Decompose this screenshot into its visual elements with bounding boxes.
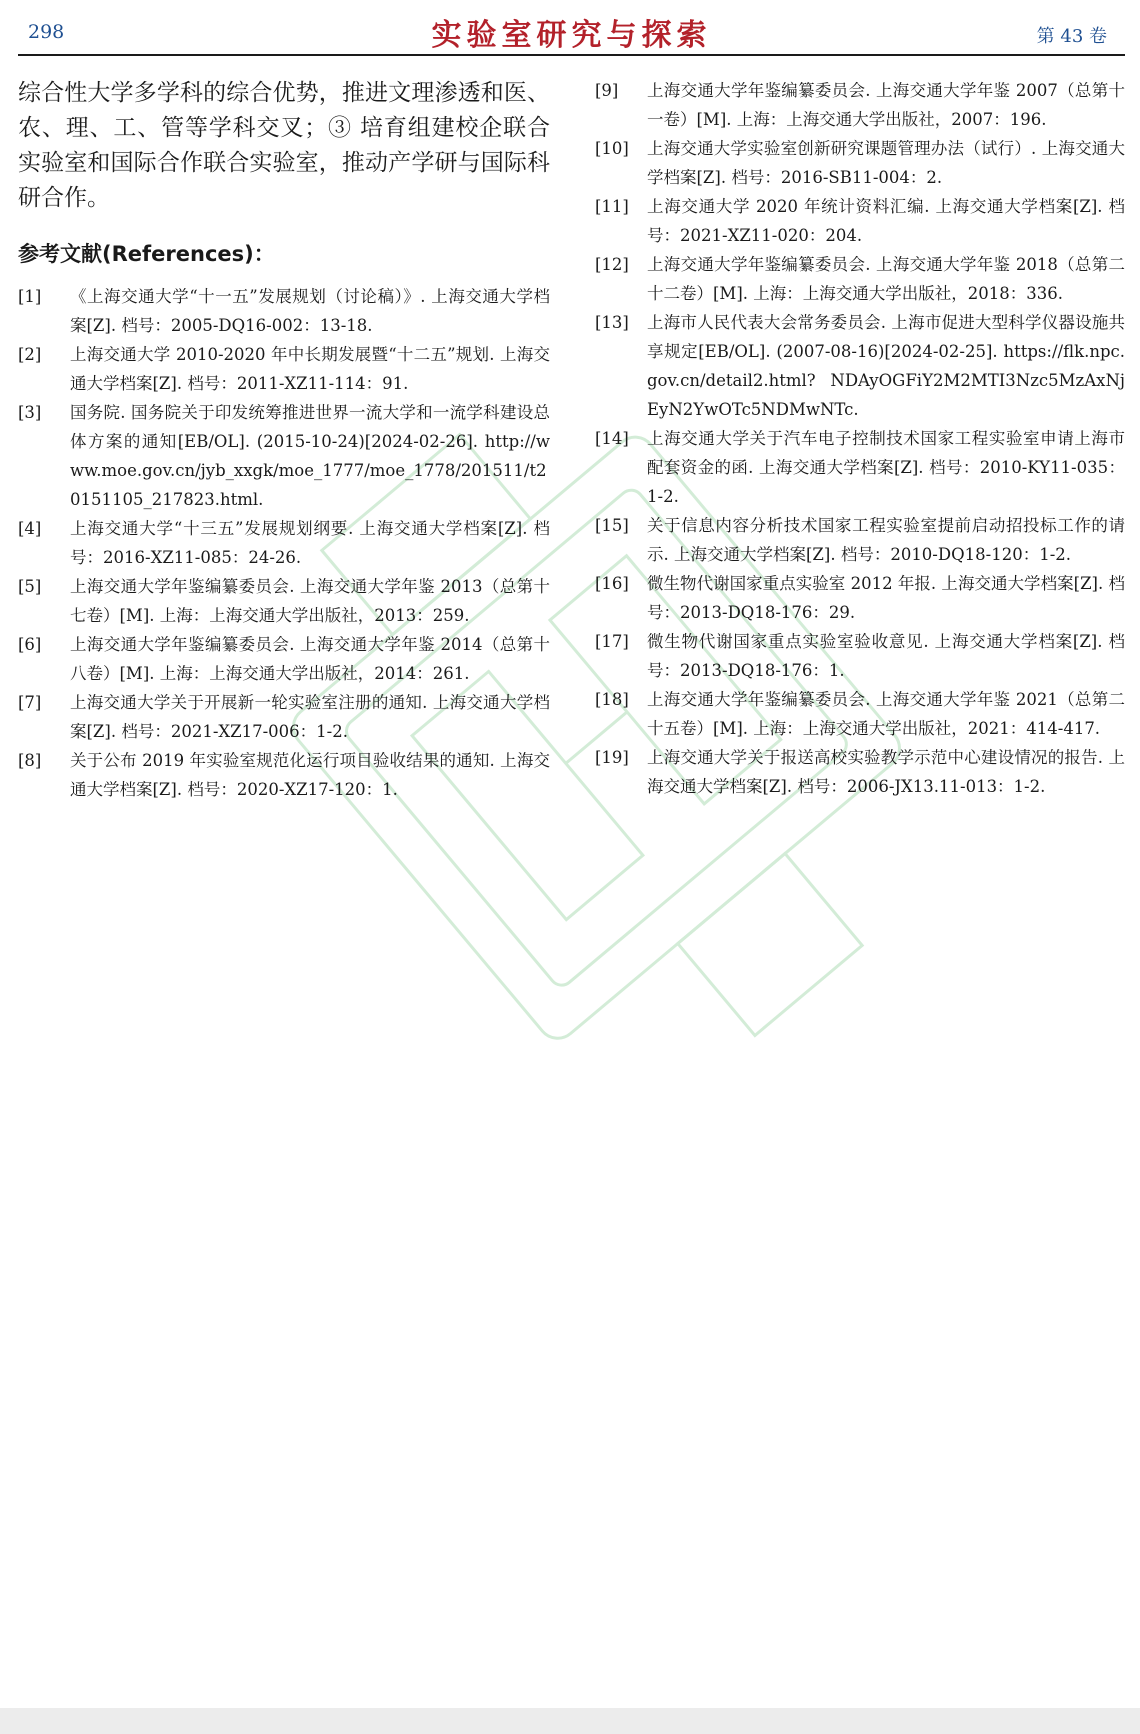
right-column — [595, 76, 1125, 801]
reference-number: [13] — [595, 313, 629, 332]
reference-text: 关于公布 2019 年实验室规范化运行项目验收结果的通知. 上海交通大学档案[Z]. 档号：2020-XZ17-120：1. — [70, 751, 550, 799]
reference-number: [7] — [18, 693, 42, 712]
reference-text: 上海交通大学年鉴编纂委员会. 上海交通大学年鉴 2018（总第二十二卷）[M]. 上海：上海交通大学出版社，2018：336. — [647, 255, 1125, 303]
reference-number: [10] — [595, 139, 629, 158]
references-list-right — [595, 76, 1125, 801]
reference-item — [595, 308, 1125, 424]
reference-item — [18, 340, 550, 398]
reference-text: 上海交通大学年鉴编纂委员会. 上海交通大学年鉴 2007（总第十一卷）[M]. 上海：上海交通大学出版社，2007：196. — [647, 81, 1125, 129]
reference-number: [16] — [595, 574, 629, 593]
page-header — [18, 8, 1125, 56]
reference-text: 上海交通大学关于开展新一轮实验室注册的通知. 上海交通大学档案[Z]. 档号：2021-XZ17-006：1-2. — [70, 693, 550, 741]
reference-text: 上海市人民代表大会常务委员会. 上海市促进大型科学仪器设施共享规定[EB/OL]. (2007-08-16)[2024-02-25]. https://flk.npc.gov.cn/detail2.html? NDAyOGFiY2M2MTI3Nzc5MzAxNjEyN2YwOTc5NDMwNTc. — [647, 313, 1125, 419]
bottom-bar — [0, 1708, 1140, 1734]
reference-text: 上海交通大学关于报送高校实验教学示范中心建设情况的报告. 上海交通大学档案[Z]. 档号：2006-JX13.11-013：1-2. — [647, 748, 1125, 796]
reference-text: 上海交通大学 2020 年统计资料汇编. 上海交通大学档案[Z]. 档号：2021-XZ11-020：204. — [647, 197, 1125, 245]
reference-number: [1] — [18, 287, 42, 306]
reference-item — [595, 627, 1125, 685]
references-list-left — [18, 282, 550, 804]
reference-number: [5] — [18, 577, 42, 596]
reference-number: [17] — [595, 632, 629, 651]
reference-item — [595, 511, 1125, 569]
references-heading: 参考文献(References)： — [18, 242, 275, 266]
reference-text: 《上海交通大学“十一五”发展规划（讨论稿）》. 上海交通大学档案[Z]. 档号：2005-DQ16-002：13-18. — [70, 287, 550, 335]
reference-item — [18, 398, 550, 514]
reference-item — [595, 569, 1125, 627]
reference-text: 上海交通大学实验室创新研究课题管理办法（试行）. 上海交通大学档案[Z]. 档号：2016-SB11-004：2. — [647, 139, 1125, 187]
left-column — [18, 76, 550, 804]
reference-item — [595, 424, 1125, 511]
reference-text: 上海交通大学年鉴编纂委员会. 上海交通大学年鉴 2013（总第十七卷）[M]. 上海：上海交通大学出版社，2013：259. — [70, 577, 550, 625]
reference-number: [4] — [18, 519, 42, 538]
reference-text: 关于信息内容分析技术国家工程实验室提前启动招投标工作的请示. 上海交通大学档案[Z]. 档号：2010-DQ18-120：1-2. — [647, 516, 1125, 564]
reference-number: [8] — [18, 751, 42, 770]
reference-text: 上海交通大学 2010-2020 年中长期发展暨“十二五”规划. 上海交通大学档案[Z]. 档号：2011-XZ11-114：91. — [70, 345, 550, 393]
reference-item — [595, 76, 1125, 134]
reference-number: [19] — [595, 748, 629, 767]
reference-number: [9] — [595, 81, 619, 100]
reference-number: [11] — [595, 197, 629, 216]
reference-number: [15] — [595, 516, 629, 535]
reference-item — [18, 630, 550, 688]
journal-title: 实验室研究与探索 — [431, 18, 712, 53]
reference-item — [18, 282, 550, 340]
reference-text: 微生物代谢国家重点实验室 2012 年报. 上海交通大学档案[Z]. 档号：2013-DQ18-176：29. — [647, 574, 1125, 622]
reference-number: [12] — [595, 255, 629, 274]
reference-text: 上海交通大学年鉴编纂委员会. 上海交通大学年鉴 2014（总第十八卷）[M]. 上海：上海交通大学出版社，2014：261. — [70, 635, 550, 683]
reference-number: [18] — [595, 690, 629, 709]
reference-text: 上海交通大学“十三五”发展规划纲要. 上海交通大学档案[Z]. 档号：2016-XZ11-085：24-26. — [70, 519, 550, 567]
reference-text: 上海交通大学年鉴编纂委员会. 上海交通大学年鉴 2021（总第二十五卷）[M]. 上海：上海交通大学出版社，2021：414-417. — [647, 690, 1125, 738]
reference-number: [14] — [595, 429, 629, 448]
reference-item — [595, 134, 1125, 192]
reference-number: [2] — [18, 345, 42, 364]
reference-item — [18, 746, 550, 804]
reference-item — [18, 572, 550, 630]
page-number: 298 — [28, 21, 65, 43]
volume-label: 第 43 卷 — [1036, 26, 1107, 47]
reference-number: [6] — [18, 635, 42, 654]
reference-item — [595, 192, 1125, 250]
reference-item — [18, 514, 550, 572]
body-paragraph: 综合性大学多学科的综合优势，推进文理渗透和医、农、理、工、管等学科交叉；③ 培育组建校企联合实验室和国际合作联合实验室，推动产学研与国际科研合作。 — [18, 80, 550, 211]
reference-text: 国务院. 国务院关于印发统筹推进世界一流大学和一流学科建设总体方案的通知[EB/OL]. (2015-10-24)[2024-02-26]. http://www.moe.gov.cn/jyb_xxgk/moe_1777/moe_1778/201511/t20151105_217823.html. — [70, 403, 550, 509]
reference-item — [595, 250, 1125, 308]
reference-item — [595, 685, 1125, 743]
reference-number: [3] — [18, 403, 42, 422]
reference-item — [18, 688, 550, 746]
reference-text: 上海交通大学关于汽车电子控制技术国家工程实验室申请上海市配套资金的函. 上海交通大学档案[Z]. 档号：2010-KY11-035：1-2. — [647, 429, 1125, 506]
reference-text: 微生物代谢国家重点实验室验收意见. 上海交通大学档案[Z]. 档号：2013-DQ18-176：1. — [647, 632, 1125, 680]
reference-item — [595, 743, 1125, 801]
